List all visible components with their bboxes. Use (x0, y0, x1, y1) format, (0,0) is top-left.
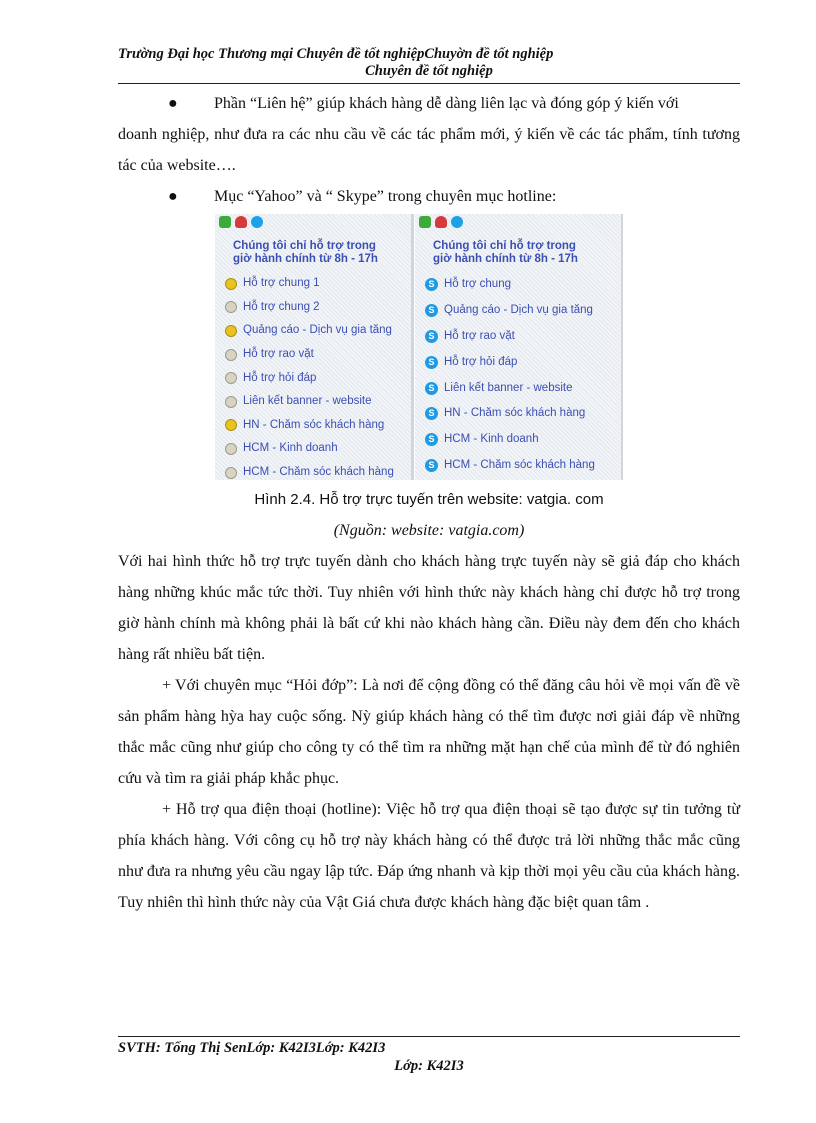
skype-icon: S (425, 433, 438, 446)
contact-label: Hỗ trợ hỏi đáp (243, 371, 317, 384)
bullet-text: Phần “Liên hệ” giúp khách hàng dễ dàng liên lạc và đóng góp ý kiến với (214, 95, 679, 112)
yahoo-offline-icon (225, 372, 237, 384)
yahoo-offline-icon (225, 301, 237, 313)
skype-contact[interactable] (415, 298, 621, 324)
bullet-dot: ● (168, 188, 178, 205)
contact-label: Hỗ trợ chung (444, 278, 511, 291)
contact-label: Liên kết banner - website (243, 395, 372, 408)
contact-label: HN - Chăm sóc khách hàng (243, 418, 385, 431)
yahoo-contact[interactable] (215, 319, 411, 343)
yahoo-online-icon (225, 278, 237, 290)
skype-support-panel (415, 214, 623, 480)
contact-label: Liên kết banner - website (444, 381, 573, 394)
bullet-text: Mục “Yahoo” và “ Skype” trong chuyên mục hotline: (214, 188, 557, 205)
skype-icon: S (425, 382, 438, 395)
contact-label: HCM - Kinh doanh (243, 442, 338, 455)
yahoo-contact[interactable] (215, 437, 411, 461)
contact-label: Hỗ trợ hỏi đáp (444, 355, 518, 368)
skype-contact[interactable] (415, 401, 621, 427)
skype-icon: S (425, 459, 438, 472)
skype-icon: S (425, 278, 438, 291)
skype-icon: S (425, 304, 438, 317)
messenger-icons (215, 214, 411, 234)
figure-caption: Hình 2.4. Hỗ trợ trực tuyến trên website: vatgia. com (254, 491, 604, 508)
panel-title (415, 234, 621, 266)
panel-title-line-2: giờ hành chính từ 8h - 17h (433, 253, 578, 265)
body-paragraph: Với hai hình thức hỗ trợ trực tuyến dành cho khách hàng trực tuyến này sẽ giả đáp cho khách hàng những khúc mắc tức thời. Tuy nhiên với hình thức này khách hàng chỉ được hỗ trợ trong giờ hành chính mà không phải là bất cứ khi nào khách hàng cần. Điều này đem đến cho khách hàng rất nhiều bất tiện. (118, 553, 740, 663)
yahoo-online-icon (225, 325, 237, 337)
skype-contact-list (415, 272, 621, 478)
skype-icon (251, 216, 263, 228)
footer-line-1: SVTH: Tống Thị SenLớp: K42I3Lớp: K42I3 (118, 1040, 386, 1056)
support-figure (118, 214, 740, 484)
yahoo-icon (435, 216, 447, 228)
contact-label: Hỗ trợ chung 2 (243, 300, 320, 313)
panel-title (215, 234, 411, 266)
contact-label: HCM - Kinh doanh (444, 433, 539, 446)
skype-contact[interactable] (415, 272, 621, 298)
yahoo-contact[interactable] (215, 414, 411, 438)
yahoo-contact[interactable] (215, 343, 411, 367)
panel-title-line-1: Chúng tôi chỉ hỗ trợ trong (233, 240, 376, 252)
skype-icon: S (425, 356, 438, 369)
skype-icon (451, 216, 463, 228)
yahoo-offline-icon (225, 467, 237, 479)
contact-label: HCM - Chăm sóc khách hàng (444, 458, 595, 471)
header-line-2: Chuyên đề tốt nghiệp (365, 63, 493, 79)
page-header (118, 46, 740, 84)
contact-label: Quảng cáo - Dịch vụ gia tăng (444, 304, 593, 317)
skype-icon: S (425, 407, 438, 420)
figure-source: (Nguồn: website: vatgia.com) (333, 522, 525, 539)
skype-contact[interactable] (415, 375, 621, 401)
contact-label: Quảng cáo - Dịch vụ gia tăng (243, 324, 392, 337)
skype-contact[interactable] (415, 453, 621, 479)
skype-icon: S (425, 330, 438, 343)
yahoo-contact[interactable] (215, 272, 411, 296)
skype-contact[interactable] (415, 349, 621, 375)
contact-label: HCM - Chăm sóc khách hàng (243, 466, 394, 479)
skype-contact[interactable] (415, 324, 621, 350)
skype-contact[interactable] (415, 427, 621, 453)
body-paragraph: + Với chuyên mục “Hỏi đớp”: Là nơi để cộng đồng có thể đăng câu hỏi về mọi vấn đề về sản phẩm hàng hỳa hay cuộc sống. Nỳ giúp khách hàng có thể tìm được nơi giải đáp về những thắc mắc cũng như giúp cho công ty có thể tìm ra những mặt hạn chế của mình để từ đó nghiên cứu và tìm ra giải pháp khắc phục. (118, 677, 740, 787)
yahoo-online-icon (225, 419, 237, 431)
bullet-continuation: doanh nghiệp, như đưa ra các nhu cầu về các tác phẩm mới, ý kiến về các tác phẩm, tính tương tác của website…. (118, 126, 740, 174)
yahoo-contact[interactable] (215, 461, 411, 485)
body-paragraph: + Hỗ trợ qua điện thoại (hotline): Việc hỗ trợ qua điện thoại sẽ tạo được sự tin tưởng từ phía khách hàng. Với công cụ hỗ trợ này khách hàng có thể được trả lời những thắc mắc cũng như đưa ra nhưng yêu cầu ngay lập tức. Đáp ứng nhanh và kịp thời mọi yêu cầu của khách hàng. Tuy nhiên thì hình thức này của Vật Giá chưa được khách hàng đặc biệt quan tâm . (118, 801, 740, 911)
bullet-item (118, 181, 740, 212)
yahoo-contact[interactable] (215, 366, 411, 390)
page-footer (118, 1036, 740, 1075)
yahoo-contact[interactable] (215, 296, 411, 320)
panel-title-line-2: giờ hành chính từ 8h - 17h (233, 253, 378, 265)
yahoo-contact[interactable] (215, 390, 411, 414)
yahoo-offline-icon (225, 443, 237, 455)
header-line-1: Trường Đại học Thương mại Chuyên đề tốt nghiệpChuyờn đề tốt nghiệp (118, 46, 554, 62)
phone-icon (419, 216, 431, 228)
contact-label: Hỗ trợ rao vặt (243, 348, 314, 361)
bullet-dot: ● (168, 95, 178, 112)
yahoo-icon (235, 216, 247, 228)
panel-title-line-1: Chúng tôi chỉ hỗ trợ trong (433, 240, 576, 252)
footer-line-2: Lớp: K42I3 (394, 1058, 464, 1074)
contact-label: Hỗ trợ chung 1 (243, 277, 320, 290)
bullet-item (118, 88, 740, 119)
phone-icon (219, 216, 231, 228)
page-content (118, 88, 740, 918)
yahoo-offline-icon (225, 349, 237, 361)
yahoo-support-panel (215, 214, 414, 480)
yahoo-contact-list (215, 272, 411, 484)
yahoo-offline-icon (225, 396, 237, 408)
contact-label: Hỗ trợ rao vặt (444, 329, 515, 342)
contact-label: HN - Chăm sóc khách hàng (444, 407, 586, 420)
messenger-icons (415, 214, 621, 234)
